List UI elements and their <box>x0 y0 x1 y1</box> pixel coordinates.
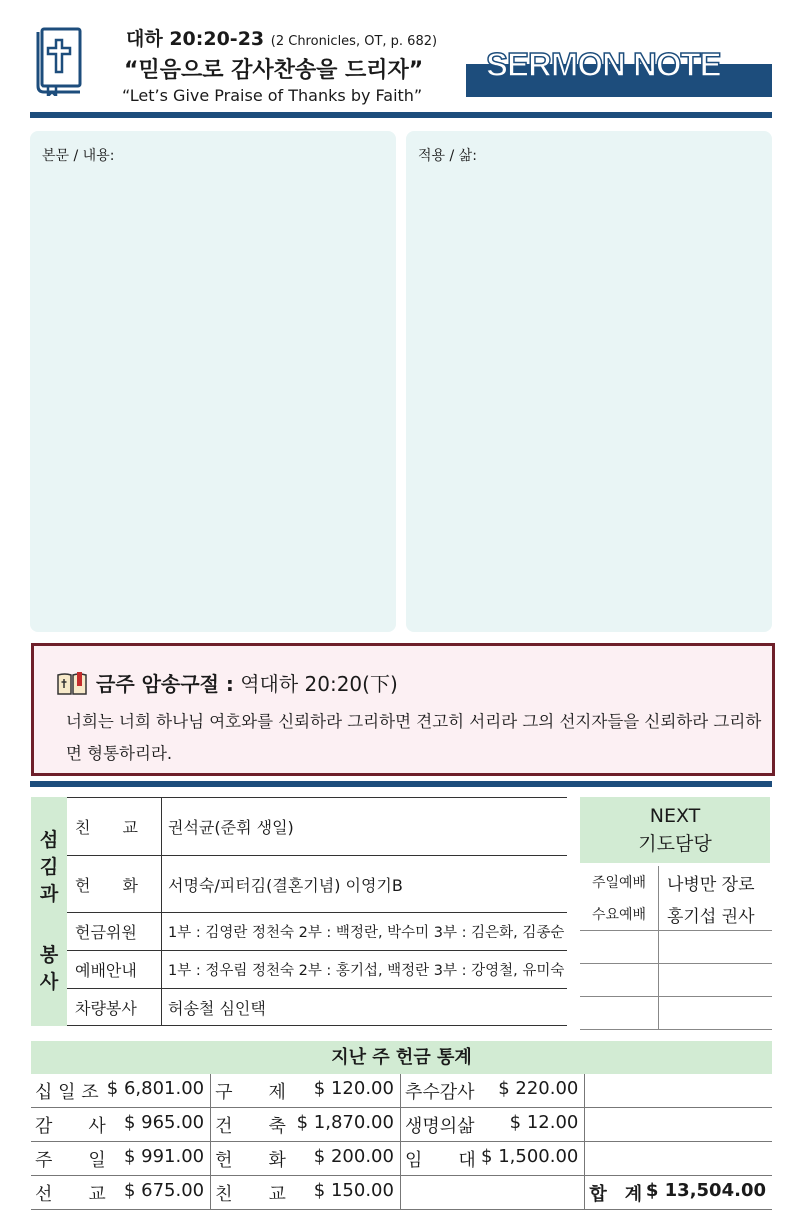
table-row <box>31 1142 772 1176</box>
side-char: 봉 <box>39 944 59 966</box>
offering-amount: $ 6,801.00 <box>106 1077 205 1099</box>
table-row <box>31 1074 772 1108</box>
scripture-reference-detail: (2 Chronicles, OT, p. 682) <box>270 34 438 49</box>
offering-amount: $ 965.00 <box>123 1111 205 1133</box>
memory-verse-reference: 역대하 20:20(下) <box>240 672 398 696</box>
offering-label: 친 교 <box>215 1183 286 1205</box>
table-row <box>580 997 772 1030</box>
sermon-title-english: “Let’s Give Praise of Thanks by Faith” <box>122 86 423 105</box>
table-row <box>31 1108 772 1142</box>
service-label: 차량봉사 <box>67 989 162 1026</box>
side-char: 과 <box>39 883 59 905</box>
service-value: 1부 : 김영란 정천숙 2부 : 백정란, 박수미 3부 : 김은화, 김종순 <box>162 913 568 951</box>
next-prayer-title-line1: NEXT <box>649 805 701 827</box>
header-divider <box>30 112 772 118</box>
next-prayer-heading <box>580 797 770 863</box>
offering-label: 감 사 <box>35 1115 106 1137</box>
offering-label: 구 제 <box>215 1081 286 1103</box>
offering-title: 지난 주 헌금 통계 <box>31 1041 772 1074</box>
offering-total-amount: $ 13,504.00 <box>645 1179 766 1201</box>
offering-label: 헌 화 <box>215 1149 286 1171</box>
next-prayer-title-line2: 기도담당 <box>638 833 712 855</box>
prayer-person: 나병만 장로 <box>667 874 755 895</box>
notes-content-panel[interactable] <box>30 131 396 632</box>
table-row <box>580 964 772 997</box>
offering-table <box>31 1074 772 1210</box>
offering-label: 생명의삶 <box>404 1115 475 1137</box>
section-divider <box>30 781 772 787</box>
scripture-reference: 대하 20:20-23 (2 Chronicles, OT, p. 682) <box>126 28 438 50</box>
memory-verse-text: 너희는 너희 하나님 여호와를 신뢰하라 그리하면 견고히 서리라 그의 선지자들을 신뢰하라 그리하면 형통하리라. <box>66 712 762 763</box>
offering-amount: $ 12.00 <box>509 1111 579 1133</box>
offering-amount: $ 200.00 <box>313 1145 394 1167</box>
offering-label: 건 축 <box>215 1115 286 1137</box>
side-char: 김 <box>39 856 59 878</box>
table-row <box>67 913 567 951</box>
offering-label: 추수감사 <box>404 1081 475 1103</box>
service-assignments-table <box>67 797 567 1026</box>
service-value: 허송철 심인택 <box>162 989 568 1026</box>
memory-verse-label: 금주 암송구절 : <box>96 672 234 696</box>
notes-application-panel[interactable] <box>406 131 772 632</box>
table-row <box>67 951 567 989</box>
offering-amount: $ 1,500.00 <box>481 1145 579 1167</box>
offering-amount: $ 991.00 <box>123 1145 205 1167</box>
side-char: 사 <box>39 971 59 993</box>
service-label: 친 교 <box>67 798 162 856</box>
service-label: 헌금위원 <box>67 913 162 951</box>
sermon-title-korean: “믿음으로 감사찬송을 드리자” <box>124 58 424 83</box>
offering-amount: $ 675.00 <box>123 1179 205 1201</box>
offering-label: 선 교 <box>35 1183 106 1205</box>
open-bible-icon <box>56 671 88 697</box>
table-row <box>580 866 772 898</box>
offering-amount: $ 220.00 <box>498 1077 579 1099</box>
side-char: 섬 <box>39 829 59 851</box>
table-row <box>67 989 567 1026</box>
service-value: 1부 : 정우림 정천숙 2부 : 홍기섭, 백정란 3부 : 강영철, 유미숙 <box>162 951 568 989</box>
prayer-service: 주일예배 <box>580 866 659 898</box>
service-label: 예배안내 <box>67 951 162 989</box>
table-row <box>67 798 567 856</box>
service-label: 헌 화 <box>67 856 162 913</box>
bible-icon <box>34 26 84 96</box>
sermon-note-label: SERMON NOTE <box>486 46 721 83</box>
service-value: 권석균(준휘 생일) <box>162 798 568 856</box>
offering-amount: $ 150.00 <box>313 1179 394 1201</box>
service-side-title <box>31 797 67 1026</box>
offering-amount: $ 1,870.00 <box>296 1111 394 1133</box>
table-row <box>580 898 772 931</box>
next-prayer-table <box>580 866 772 1030</box>
table-row <box>67 856 567 913</box>
service-value: 서명숙/피터김(결혼기념) 이영기B <box>162 856 568 913</box>
table-row <box>31 1176 772 1210</box>
memory-verse-heading <box>56 668 398 697</box>
offering-label: 십 일 조 <box>35 1081 99 1103</box>
offering-total-label: 합 계 <box>589 1183 643 1205</box>
memory-verse-box <box>31 643 775 776</box>
table-row <box>580 931 772 964</box>
notes-content-label: 본문 / 내용: <box>42 148 115 164</box>
offering-label: 주 일 <box>35 1149 106 1171</box>
offering-label: 임 대 <box>404 1149 476 1171</box>
notes-application-label: 적용 / 삶: <box>418 148 477 164</box>
prayer-person: 홍기섭 권사 <box>667 906 755 927</box>
prayer-service: 수요예배 <box>580 898 659 931</box>
offering-amount: $ 120.00 <box>313 1077 394 1099</box>
